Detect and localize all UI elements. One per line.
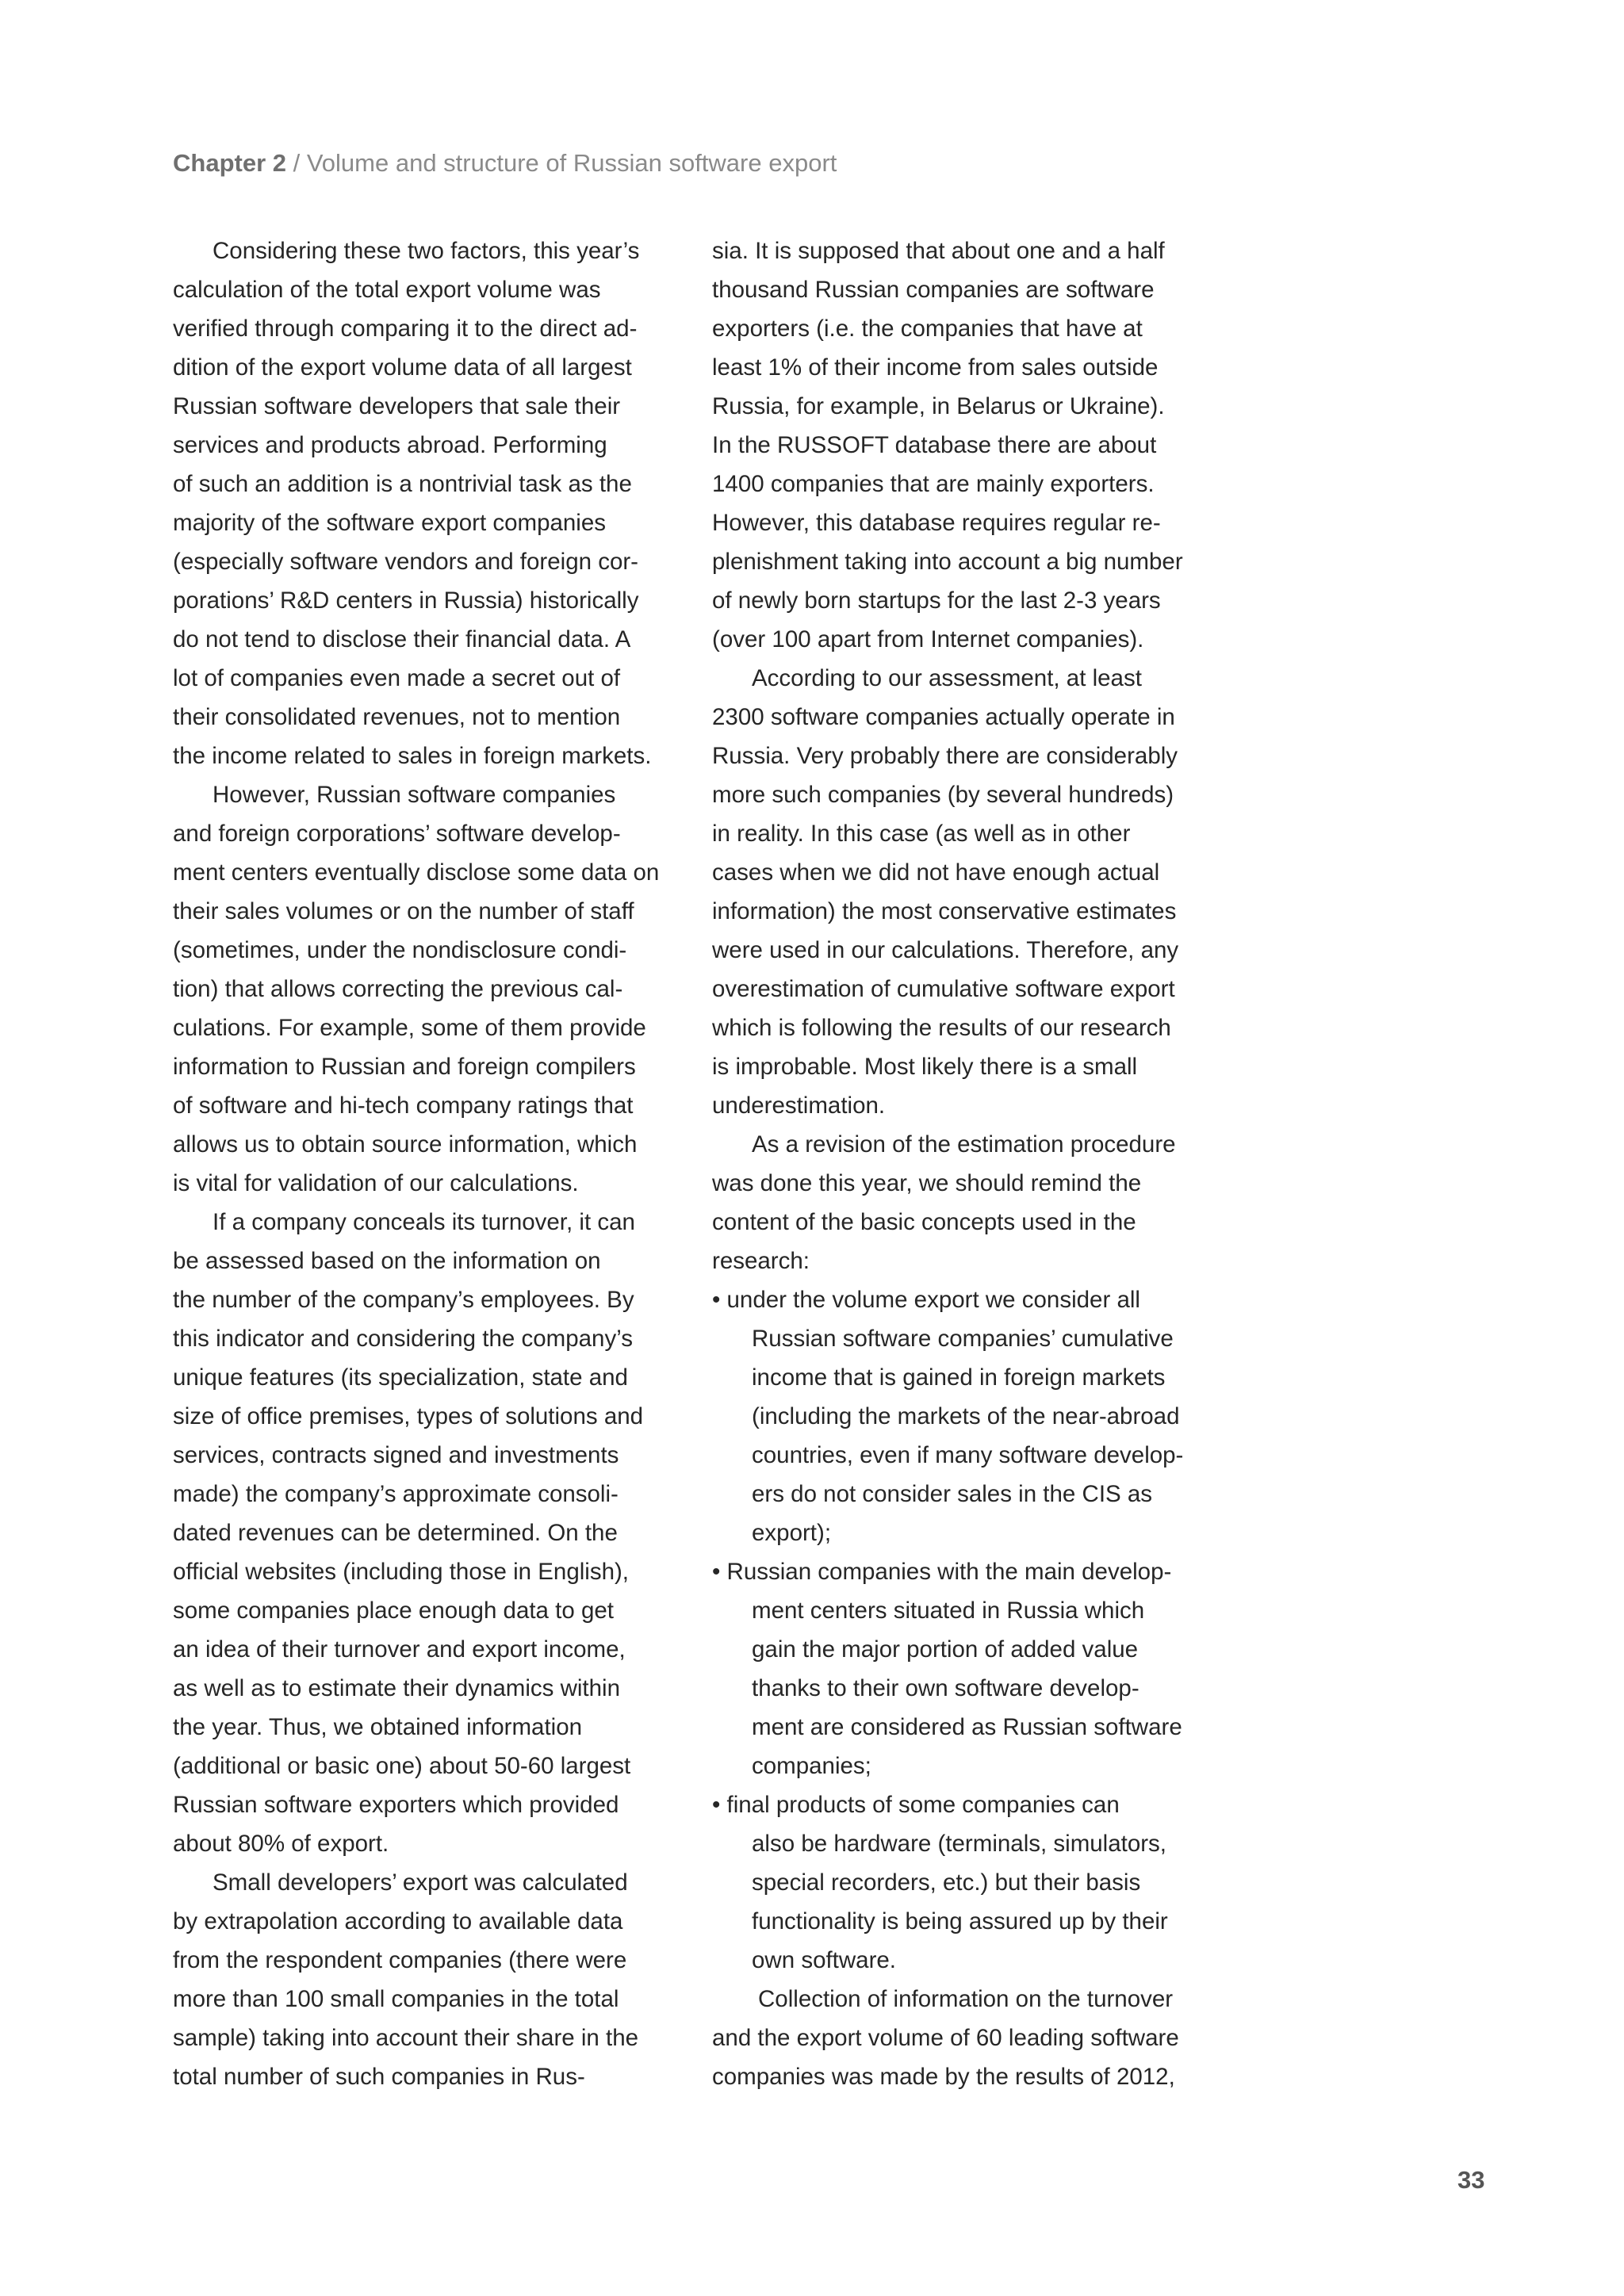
text-line: majority of the software export companies	[173, 510, 606, 536]
text-line: dated revenues can be determined. On the	[173, 1520, 618, 1546]
text-line: overestimation of cumulative software export	[712, 976, 1175, 1002]
text-line: be assessed based on the information on	[173, 1248, 601, 1274]
text-line: (including the markets of the near-abroad	[752, 1403, 1180, 1429]
text-line: Russia, for example, in Belarus or Ukraine).	[712, 393, 1165, 419]
text-line: tion) that allows correcting the previous cal-	[173, 976, 623, 1002]
text-line: companies was made by the results of 2012,	[712, 2064, 1175, 2090]
text-line: unique features (its specialization, state and	[173, 1364, 628, 1391]
text-line: which is following the results of our research	[712, 1015, 1171, 1041]
text-line: some companies place enough data to get	[173, 1598, 614, 1624]
right-column	[712, 232, 1220, 2096]
text-line: dition of the export volume data of all largest	[173, 354, 632, 381]
text-line: services and products abroad. Performing	[173, 432, 607, 458]
chapter-title: / Volume and structure of Russian software export	[285, 149, 837, 177]
page-number: 33	[1457, 2166, 1485, 2194]
text-line: According to our assessment, at least	[752, 665, 1142, 691]
text-line: As a revision of the estimation procedure	[752, 1131, 1176, 1158]
text-line: Russia. Very probably there are considerably	[712, 743, 1178, 769]
text-line: as well as to estimate their dynamics within	[173, 1675, 621, 1701]
text-line: size of office premises, types of solutions and	[173, 1403, 644, 1429]
text-line: (additional or basic one) about 50-60 largest	[173, 1753, 631, 1779]
text-line: and the export volume of 60 leading software	[712, 2025, 1179, 2051]
text-line: Small developers’ export was calculated	[213, 1869, 628, 1896]
running-header	[173, 147, 837, 179]
text-line: total number of such companies in Rus-	[173, 2064, 585, 2090]
text-line: and foreign corporations’ software develop-	[173, 821, 621, 847]
text-line: their consolidated revenues, not to mention	[173, 704, 621, 730]
text-line: Considering these two factors, this year’s	[213, 238, 640, 264]
text-line: In the RUSSOFT database there are about	[712, 432, 1157, 458]
text-line: ers do not consider sales in the CIS as	[752, 1481, 1153, 1507]
text-line: ment centers eventually disclose some data on	[173, 859, 660, 886]
text-line: lot of companies even made a secret out of	[173, 665, 621, 691]
text-line: Collection of information on the turnover	[758, 1986, 1174, 2012]
text-line: in reality. In this case (as well as in other	[712, 821, 1131, 847]
text-line: Russian software developers that sale their	[173, 393, 621, 419]
text-line: information to Russian and foreign compilers	[173, 1054, 636, 1080]
text-line: • under the volume export we consider all	[712, 1287, 1140, 1313]
text-line: about 80% of export.	[173, 1831, 389, 1857]
text-line: their sales volumes or on the number of staff	[173, 898, 634, 924]
text-line: cases when we did not have enough actual	[712, 859, 1160, 886]
text-line: sample) taking into account their share in the	[173, 2025, 639, 2051]
text-line: services, contracts signed and investments	[173, 1442, 619, 1468]
text-line: official websites (including those in English),	[173, 1559, 630, 1585]
text-line: • final products of some companies can	[712, 1792, 1120, 1818]
text-line: own software.	[752, 1947, 896, 1973]
text-line: • Russian companies with the main develop-	[712, 1559, 1172, 1585]
text-line: of such an addition is a nontrivial task as the	[173, 471, 632, 497]
text-line: thanks to their own software develop-	[752, 1675, 1139, 1701]
text-line: thousand Russian companies are software	[712, 277, 1155, 303]
text-line: Russian software companies’ cumulative	[752, 1326, 1174, 1352]
text-line: income that is gained in foreign markets	[752, 1364, 1166, 1391]
text-line: gain the major portion of added value	[752, 1636, 1139, 1663]
text-line: more such companies (by several hundreds)	[712, 782, 1174, 808]
chapter-label: Chapter 2	[173, 149, 286, 177]
text-line: verified through comparing it to the direct ad-	[173, 316, 638, 342]
text-line: (over 100 apart from Internet companies).	[712, 626, 1144, 652]
text-line: culations. For example, some of them provide	[173, 1015, 646, 1041]
text-line: of software and hi-tech company ratings that	[173, 1093, 634, 1119]
text-line: However, Russian software companies	[213, 782, 616, 808]
text-line: do not tend to disclose their financial data. A	[173, 626, 631, 652]
text-line: research:	[712, 1248, 810, 1274]
text-line: was done this year, we should remind the	[712, 1170, 1142, 1196]
text-line: least 1% of their income from sales outside	[712, 354, 1159, 381]
text-line: underestimation.	[712, 1093, 886, 1119]
text-line: by extrapolation according to available data	[173, 1908, 623, 1934]
text-line: export);	[752, 1520, 832, 1546]
text-line: the number of the company’s employees. By	[173, 1287, 634, 1313]
text-line: information) the most conservative estimates	[712, 898, 1177, 924]
text-line: plenishment taking into account a big number	[712, 549, 1183, 575]
text-line: is improbable. Most likely there is a small	[712, 1054, 1138, 1080]
left-column	[173, 232, 680, 2096]
text-line: special recorders, etc.) but their basis	[752, 1869, 1141, 1896]
text-line: porations’ R&D centers in Russia) historically	[173, 587, 639, 614]
text-line: calculation of the total export volume was	[173, 277, 601, 303]
text-line: Russian software exporters which provided	[173, 1792, 619, 1818]
text-line: were used in our calculations. Therefore, any	[712, 937, 1179, 963]
text-line: more than 100 small companies in the total	[173, 1986, 619, 2012]
text-line: However, this database requires regular re-	[712, 510, 1161, 536]
text-line: exporters (i.e. the companies that have at	[712, 316, 1143, 342]
text-line: If a company conceals its turnover, it can	[213, 1209, 635, 1235]
text-line: made) the company’s approximate consoli-	[173, 1481, 619, 1507]
text-line: an idea of their turnover and export income,	[173, 1636, 626, 1663]
text-line: also be hardware (terminals, simulators,	[752, 1831, 1167, 1857]
text-line: 1400 companies that are mainly exporters.	[712, 471, 1155, 497]
text-line: ment are considered as Russian software	[752, 1714, 1182, 1740]
text-line: sia. It is supposed that about one and a half	[712, 238, 1165, 264]
text-line: (especially software vendors and foreign cor-	[173, 549, 639, 575]
text-line: companies;	[752, 1753, 871, 1779]
text-line: countries, even if many software develop-	[752, 1442, 1184, 1468]
text-line: from the respondent companies (there were	[173, 1947, 627, 1973]
text-line: of newly born startups for the last 2-3 years	[712, 587, 1161, 614]
text-line: the income related to sales in foreign markets.	[173, 743, 652, 769]
text-line: this indicator and considering the company’s	[173, 1326, 633, 1352]
text-line: ment centers situated in Russia which	[752, 1598, 1145, 1624]
text-line: allows us to obtain source information, which	[173, 1131, 638, 1158]
text-line: functionality is being assured up by their	[752, 1908, 1168, 1934]
text-line: 2300 software companies actually operate in	[712, 704, 1175, 730]
text-line: the year. Thus, we obtained information	[173, 1714, 583, 1740]
text-line: content of the basic concepts used in the	[712, 1209, 1136, 1235]
text-line: (sometimes, under the nondisclosure condi-	[173, 937, 627, 963]
text-line: is vital for validation of our calculations.	[173, 1170, 579, 1196]
